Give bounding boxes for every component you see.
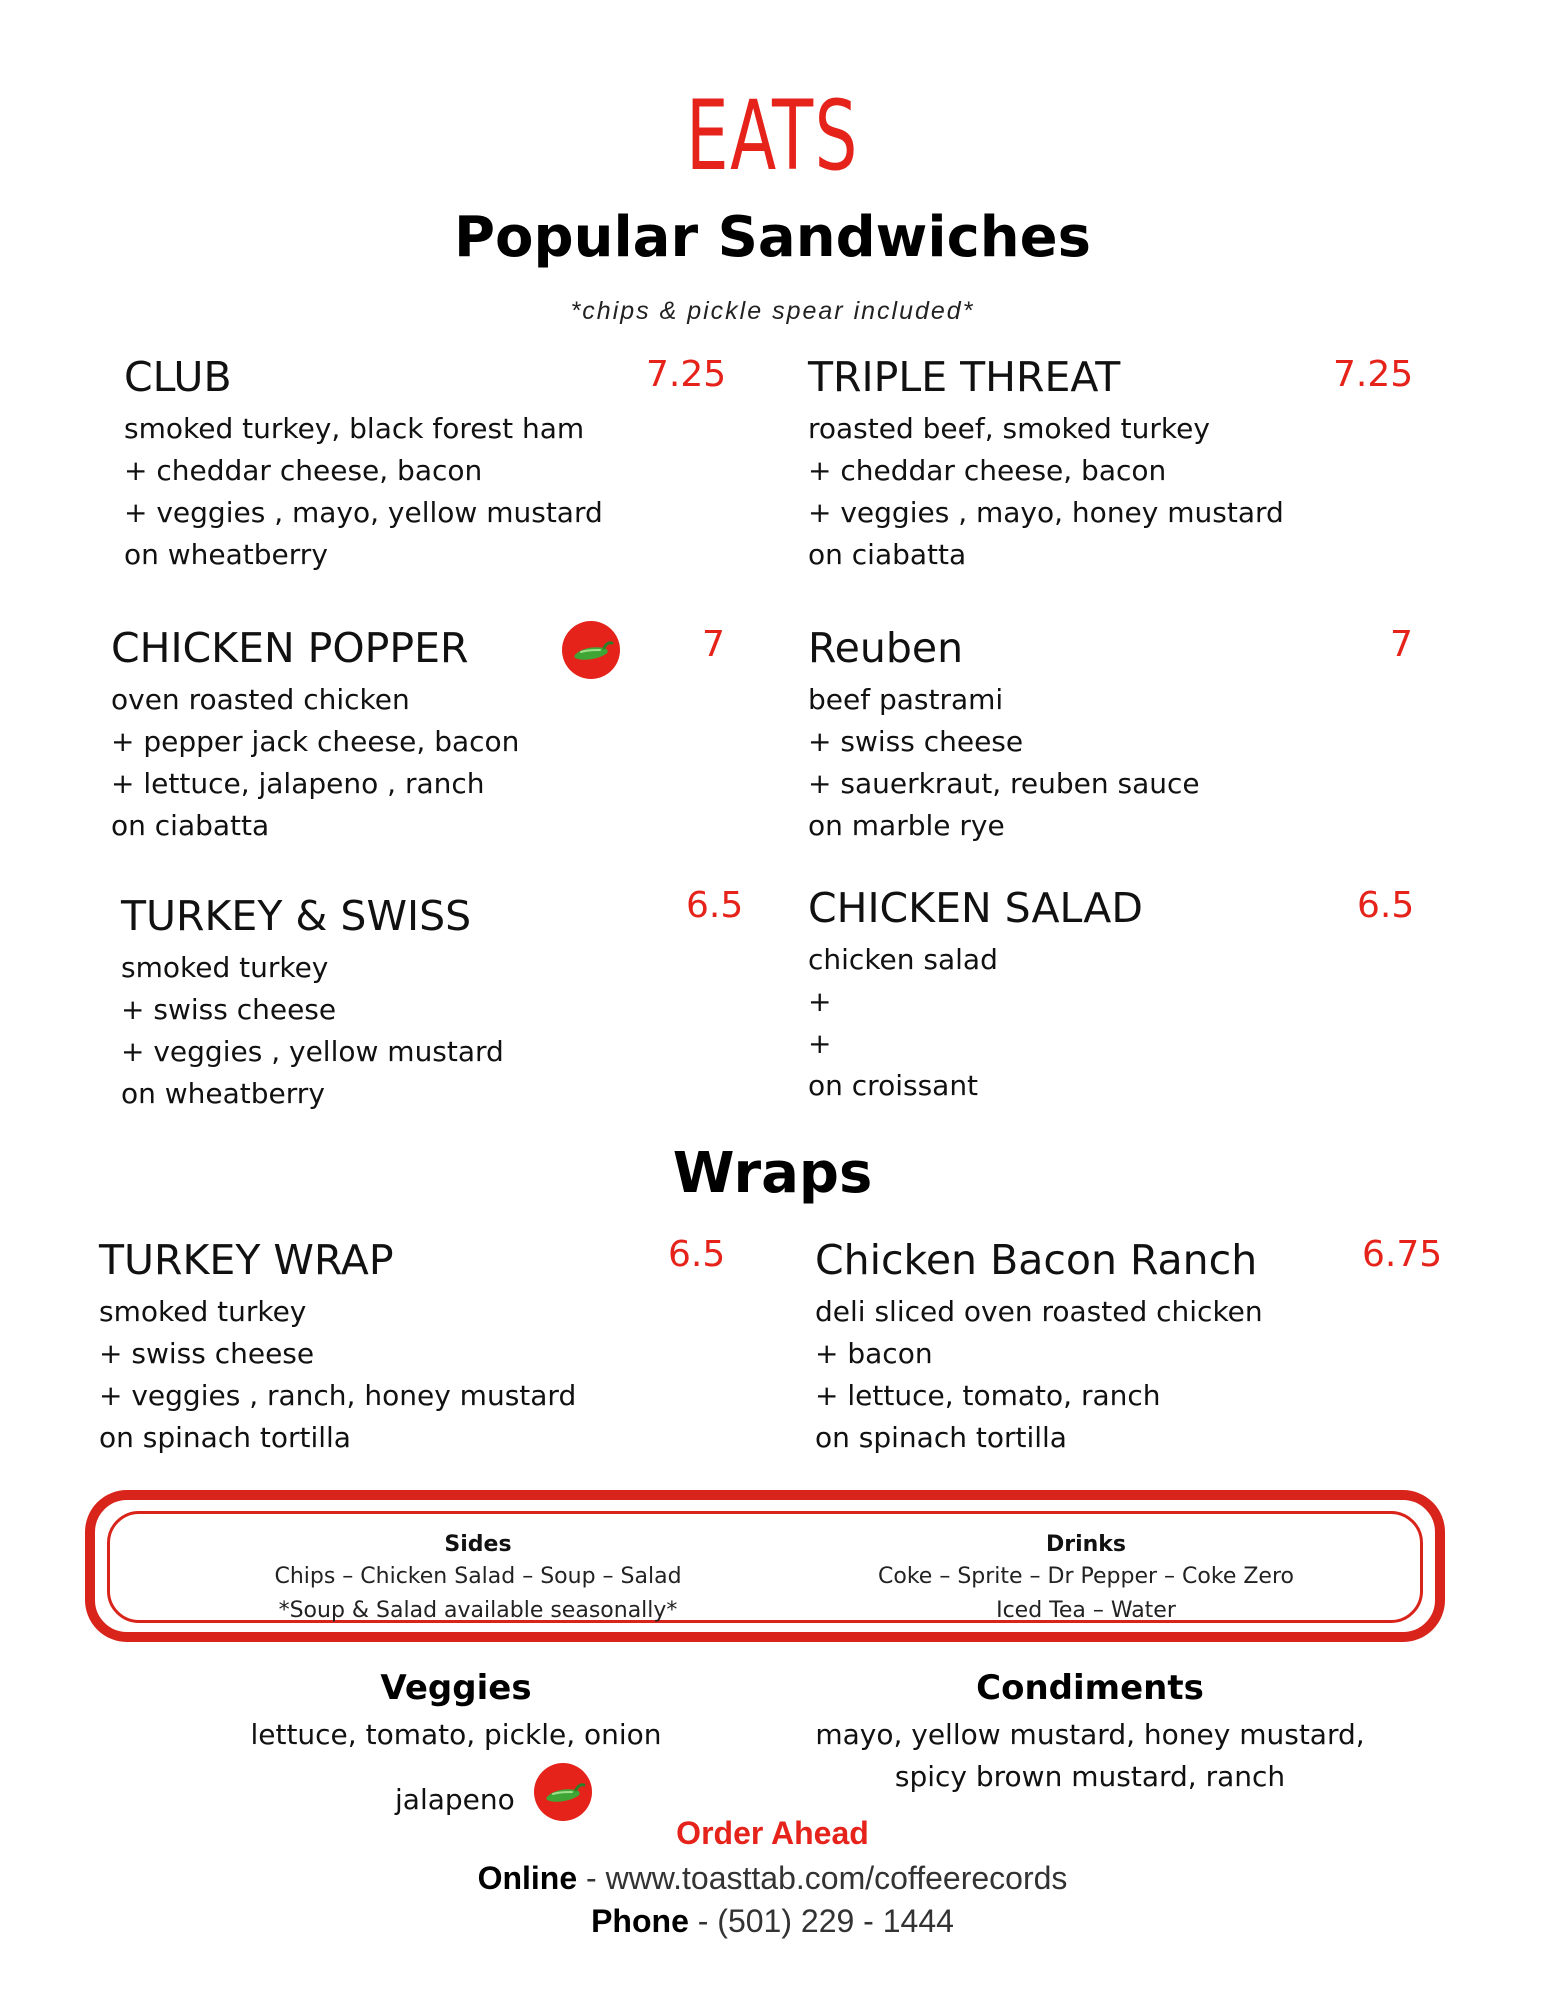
item-line: + (808, 985, 832, 1018)
jalapeno-pepper-icon (562, 621, 620, 679)
item-line: oven roasted chicken (111, 683, 410, 716)
brand-title: EATS (686, 80, 859, 192)
item-line: on ciabatta (808, 538, 967, 571)
item-name: CLUB (124, 353, 232, 401)
order-online (0, 1860, 1545, 1897)
item-price: 6.75 (1362, 1234, 1443, 1275)
item-price: 7 (1390, 624, 1413, 665)
sides-panel (178, 1530, 778, 1628)
phone-label: Phone (591, 1903, 689, 1939)
menu-item-reuben (808, 624, 1200, 847)
sides-heading: Sides (444, 1532, 512, 1557)
section-title-sandwiches: Popular Sandwiches (454, 205, 1091, 270)
section-title-wraps: Wraps (672, 1141, 873, 1206)
item-line: chicken salad (808, 943, 998, 976)
item-line: + veggies , yellow mustard (121, 1035, 504, 1068)
item-name: CHICKEN POPPER (111, 624, 469, 672)
condiments-list: mayo, yellow mustard, honey mustard, (815, 1718, 1365, 1751)
sides-list: Chips – Chicken Salad – Soup – Salad (274, 1564, 682, 1589)
item-name: Reuben (808, 624, 964, 672)
order-phone (0, 1903, 1545, 1940)
veggies-section (206, 1668, 706, 1756)
item-line: on marble rye (808, 809, 1005, 842)
menu-item-turkey-wrap (99, 1236, 577, 1459)
menu-item-club (124, 353, 603, 576)
item-name: TURKEY & SWISS (121, 892, 472, 940)
menu-item-chicken-bacon-ranch (815, 1236, 1263, 1459)
item-line: + (808, 1027, 832, 1060)
item-line: + lettuce, tomato, ranch (815, 1379, 1161, 1412)
item-price: 6.5 (1357, 885, 1415, 926)
item-line: on spinach tortilla (815, 1421, 1067, 1454)
drinks-heading: Drinks (1045, 1532, 1127, 1557)
item-line: beef pastrami (808, 683, 1004, 716)
item-line: smoked turkey (121, 951, 329, 984)
sides-note: *Soup & Salad available seasonally* (278, 1598, 678, 1623)
item-line: roasted beef, smoked turkey (808, 412, 1210, 445)
drinks-list-2: Iced Tea – Water (996, 1598, 1176, 1623)
condiments-heading: Condiments (976, 1668, 1204, 1708)
jalapeno-pepper-icon (534, 1763, 592, 1821)
item-line: + swiss cheese (121, 993, 337, 1026)
item-name: CHICKEN SALAD (808, 884, 1143, 932)
drinks-list: Coke – Sprite – Dr Pepper – Coke Zero (878, 1564, 1294, 1589)
phone-number[interactable]: - (501) 229 - 1444 (688, 1903, 954, 1939)
item-line: on croissant (808, 1069, 979, 1102)
item-line: + pepper jack cheese, bacon (111, 725, 520, 758)
included-note: *chips & pickle spear included* (570, 297, 975, 325)
item-line: + cheddar cheese, bacon (124, 454, 483, 487)
item-line: + veggies , ranch, honey mustard (99, 1379, 577, 1412)
item-line: on wheatberry (121, 1077, 325, 1110)
item-line: on ciabatta (111, 809, 270, 842)
item-price: 6.5 (686, 885, 744, 926)
menu-item-chicken-salad (808, 884, 1143, 1107)
item-line: + swiss cheese (808, 725, 1024, 758)
menu-item-triple-threat (808, 353, 1284, 576)
online-url[interactable]: - www.toasttab.com/coffeerecords (577, 1860, 1068, 1896)
item-line: + swiss cheese (99, 1337, 315, 1370)
veggies-heading: Veggies (380, 1668, 532, 1708)
item-line: + cheddar cheese, bacon (808, 454, 1167, 487)
condiments-section (770, 1668, 1410, 1798)
item-line: smoked turkey (99, 1295, 307, 1328)
menu-item-turkey-swiss (121, 892, 504, 1115)
item-line: deli sliced oven roasted chicken (815, 1295, 1263, 1328)
item-line: + veggies , mayo, honey mustard (808, 496, 1284, 529)
order-ahead-heading: Order Ahead (676, 1815, 869, 1851)
veggies-list: lettuce, tomato, pickle, onion (250, 1718, 662, 1751)
item-price: 7.25 (1333, 354, 1414, 395)
item-price: 7.25 (646, 354, 727, 395)
item-name: Chicken Bacon Ranch (815, 1236, 1258, 1284)
drinks-panel (786, 1530, 1386, 1628)
item-line: on spinach tortilla (99, 1421, 351, 1454)
item-price: 7 (702, 624, 725, 665)
veggies-jalapeno: jalapeno (395, 1783, 515, 1816)
online-label: Online (477, 1860, 578, 1896)
item-name: TRIPLE THREAT (808, 353, 1121, 401)
condiments-list-2: spicy brown mustard, ranch (894, 1760, 1286, 1793)
item-line: + sauerkraut, reuben sauce (808, 767, 1200, 800)
item-line: + bacon (815, 1337, 933, 1370)
item-line: + lettuce, jalapeno , ranch (111, 767, 485, 800)
item-price: 6.5 (668, 1234, 726, 1275)
item-name: TURKEY WRAP (99, 1236, 394, 1284)
menu-item-chicken-popper (111, 624, 520, 847)
item-line: on wheatberry (124, 538, 328, 571)
item-line: smoked turkey, black forest ham (124, 412, 585, 445)
item-line: + veggies , mayo, yellow mustard (124, 496, 603, 529)
